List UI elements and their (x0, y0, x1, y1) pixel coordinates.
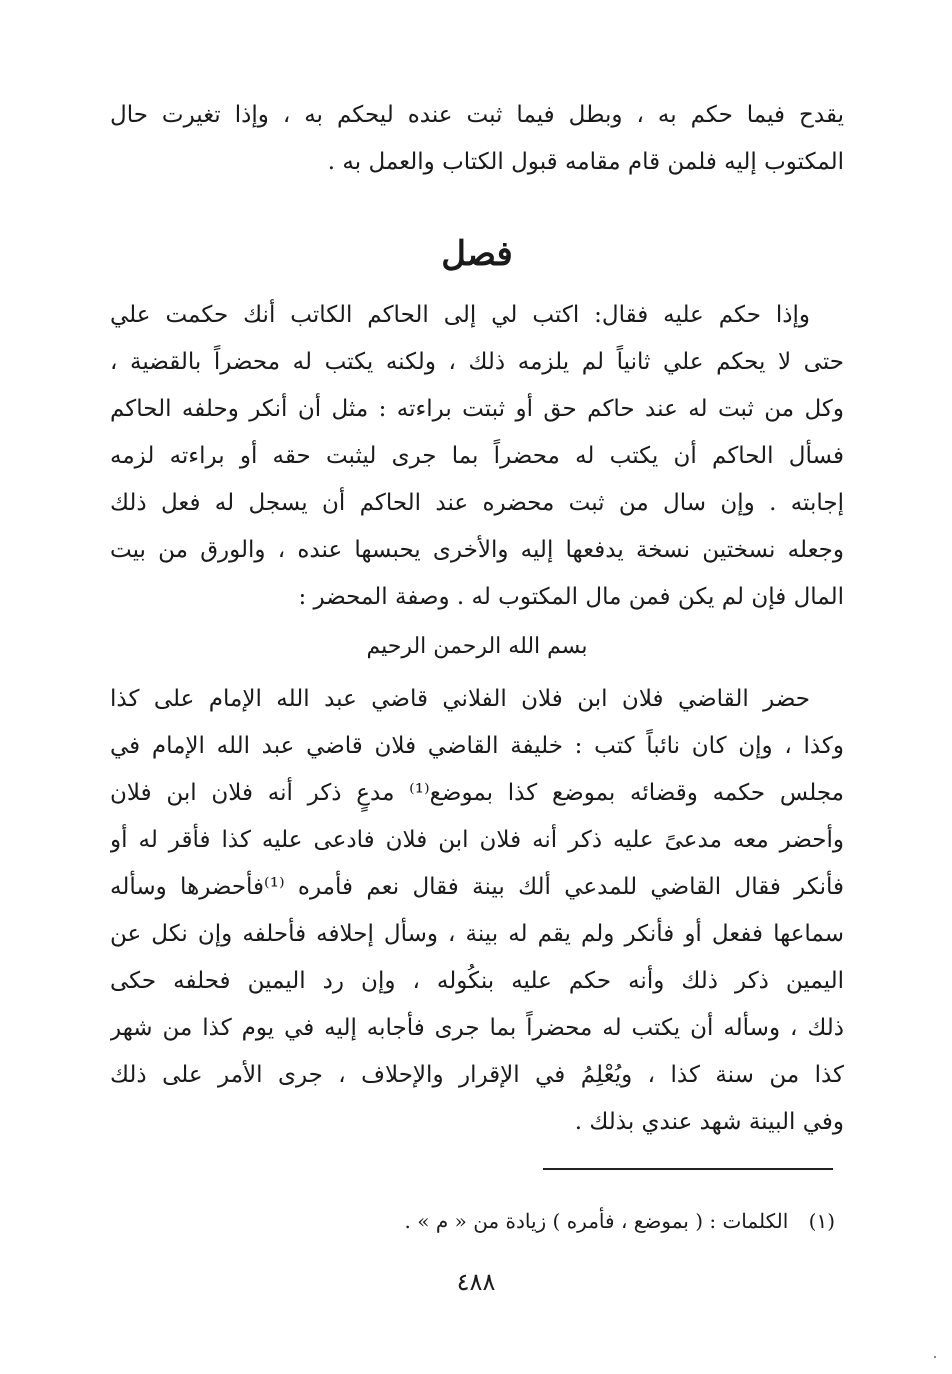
text-line: وكذا ، وإن كان نائباً كتب : خليفة القاضي فلان قاضي عبد الله الإمام في (110, 733, 844, 759)
page-body (110, 92, 844, 1146)
text-line: حتى لا يحكم علي ثانياً لم يلزمه ذلك ، ولكنه يكتب له محضراً بالقضية ، (110, 349, 844, 375)
footnote-number: (١) (808, 1209, 835, 1233)
text-line: وفي البينة شهد عندي بذلك . (574, 1109, 844, 1135)
basmala: بسم الله الرحمن الرحيم (366, 634, 588, 659)
text-line: المال فإن لم يكن فمن مال المكتوب له . وصفة المحضر : (298, 584, 844, 610)
text-line: يقدح فيما حكم به ، وبطل فيما ثبت عنده ليحكم به ، وإذا تغيرت حال (110, 102, 844, 128)
section-heading: فصل (441, 234, 513, 274)
text-line: حضر القاضي فلان ابن فلان الفلاني قاضي عبد الله الإمام على كذا (110, 686, 810, 712)
text-line: ذلك ، وسأله أن يكتب له محضراً بما جرى فأجابه إليه في يوم كذا من شهر (110, 1015, 844, 1041)
footnote (405, 1203, 835, 1239)
text-line: سماعها ففعل أو فأنكر ولم يقم له بينة ، وسأل إحلافه فأحلفه وإن نكل عن (110, 921, 844, 947)
text-line: المكتوب إليه فلمن قام مقامه قبول الكتاب والعمل به . (327, 149, 844, 175)
text-line: كذا من سنة كذا ، ويُعْلِمُ في الإقرار والإحلاف ، جرى الأمر على ذلك (110, 1062, 844, 1088)
footnote-divider (543, 1168, 833, 1170)
text-line: وإذا حكم عليه فقال: اكتب لي إلى الحاكم الكاتب أنك حكمت علي (110, 302, 810, 328)
text-line: اليمين ذكر ذلك وأنه حكم عليه بنكُوله ، وإن رد اليمين فحلفه حكى (110, 968, 844, 994)
text-line: مجلس حكمه وقضائه بموضع كذا بموضع⁽¹⁾ مدعٍ ذكر أنه فلان ابن فلان (110, 780, 844, 806)
text-line: إجابته . وإن سال من ثبت محضره عند الحاكم أن يسجل له فعل ذلك (110, 490, 844, 516)
page-number: ٤٨٨ (456, 1268, 496, 1296)
text-line: وجعله نسختين نسخة يدفعها إليه والأخرى يحبسها عنده ، والورق من بيت (110, 537, 844, 563)
footnote-text: الكلمات : ( بموضع ، فأمره ) زيادة من « م » . (404, 1209, 789, 1233)
text-line: وكل من ثبت له عند حاكم حق أو ثبتت براءته : مثل أن أنكر وحلفه الحاكم (110, 396, 844, 422)
text-line: فسأل الحاكم أن يكتب له محضراً بما جرى ليثبت حقه أو براءته لزمه (110, 443, 844, 469)
scan-speck (934, 1356, 936, 1358)
text-line: وأحضر معه مدعىً عليه ذكر أنه فلان ابن فلان فادعى عليه كذا فأقر له أو (110, 827, 844, 853)
text-line: فأنكر فقال القاضي للمدعي ألك بينة فقال نعم فأمره ⁽¹⁾فأحضرها وسأله (110, 874, 844, 900)
